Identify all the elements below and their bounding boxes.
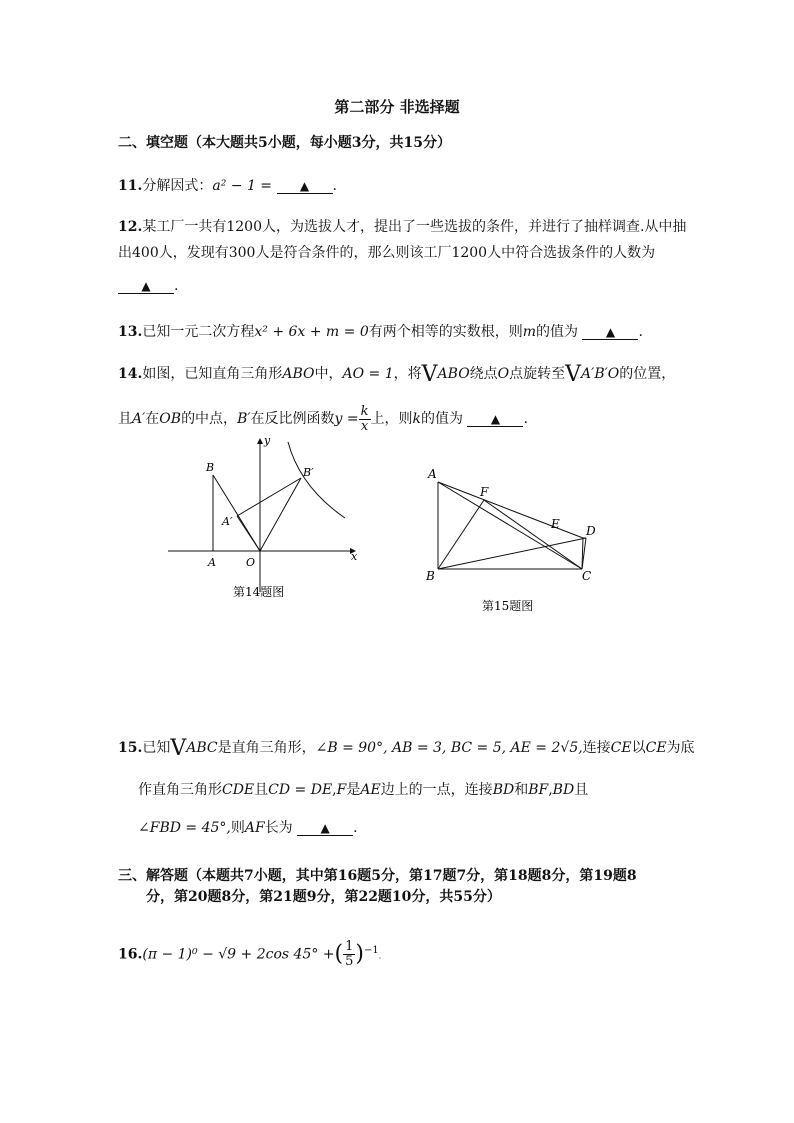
question-text: 的值为: [536, 324, 579, 340]
text: ,: [548, 782, 553, 798]
text: 且: [254, 782, 269, 798]
text: 的值为: [421, 411, 463, 427]
segment-a1o: [237, 516, 260, 551]
math: ABC: [186, 740, 218, 756]
text: 是直角三角形，: [217, 740, 316, 756]
segment-bd: [438, 538, 586, 569]
question-text: 已知一元二次方程: [142, 324, 255, 340]
label-b-prime: B′: [303, 466, 314, 479]
question-number: 14.: [118, 366, 143, 382]
text: 以: [631, 740, 646, 756]
question-12-blank-line: ▲ .: [118, 276, 178, 296]
page-title: 第二部分 非选择题: [334, 98, 460, 116]
fraction: [343, 940, 355, 969]
math: CE: [610, 740, 632, 756]
fraction-numerator: k: [360, 403, 369, 419]
text: 和: [514, 782, 529, 798]
question-12-line-1: [118, 217, 686, 237]
math-variable: m: [522, 324, 537, 340]
label-o: O: [246, 556, 256, 569]
question-text: 分解因式：: [142, 178, 213, 194]
y-axis-arrow-icon: [257, 438, 263, 444]
triangle-symbol-icon: V: [170, 736, 187, 761]
figure-15: [418, 462, 608, 620]
question-number: 12.: [118, 219, 143, 235]
label-b: B: [426, 569, 435, 583]
math: BD: [492, 782, 515, 798]
math-expression: x² + 6x + m = 0: [254, 324, 369, 340]
segment-b1o: [260, 478, 301, 551]
text: 在: [145, 411, 160, 427]
text: 是: [346, 782, 361, 798]
label-b: B: [206, 461, 215, 474]
segment-ac: [438, 482, 582, 569]
text: 的位置，: [619, 366, 676, 382]
math: AE: [360, 782, 381, 798]
question-number: 13.: [118, 324, 143, 340]
text: 且: [118, 411, 132, 427]
math: k: [412, 411, 421, 427]
math: y =: [334, 411, 359, 427]
text: 已知: [142, 740, 171, 756]
label-a: A: [208, 556, 216, 569]
segment-bf: [438, 500, 484, 569]
math: B′: [237, 411, 251, 427]
text: 如图，已知直角三角形: [142, 366, 283, 382]
math-expression: a² − 1 =: [212, 178, 273, 194]
text: ，将: [393, 366, 422, 382]
text: 作直角三角形: [138, 782, 222, 798]
section-header-fill-blank: 二、填空题（本大题共5小题，每小题3分，共15分）: [118, 135, 451, 151]
question-13: 13.已知一元二次方程x² + 6x + m = 0有两个相等的实数根，则m的值为 ▲ .: [118, 324, 643, 340]
label-f: F: [480, 485, 489, 499]
label-x: x: [351, 550, 358, 563]
answer-blank[interactable]: ▲: [582, 325, 638, 340]
question-number: 16.: [118, 946, 143, 963]
figure-14: [160, 432, 365, 607]
answer-blank[interactable]: ▲: [277, 179, 333, 194]
text: 为底: [666, 740, 695, 756]
section-header-answer-line-2: 分，第20题8分，第21题9分，第22题10分，共55分）: [146, 889, 501, 905]
text: 边上的一点，连接: [380, 782, 493, 798]
math: F: [336, 782, 347, 798]
triangle-symbol-icon: V: [421, 362, 438, 387]
math: ABO: [437, 366, 470, 382]
math: CD = DE: [268, 782, 333, 798]
math: CDE: [222, 782, 255, 798]
math: ∠B = 90°, AB = 3, BC = 5, AE = 2√5,: [315, 740, 583, 756]
segment-ae: [438, 482, 583, 538]
segment-fc: [484, 500, 582, 569]
question-16: 16.(π − 1)⁰ − √9 + 2cos 45° +( $\frac{1}{5}$ )$^{-1}$.: [118, 939, 382, 970]
math: AO = 1: [342, 366, 394, 382]
answer-blank[interactable]: ▲: [467, 412, 523, 427]
paren-close: ): [355, 941, 364, 967]
fraction-numerator: 1: [345, 939, 354, 955]
text: 且: [574, 782, 589, 798]
text: 则: [230, 820, 245, 836]
text: ,: [332, 782, 337, 798]
text: 的中点，: [181, 411, 238, 427]
triangle-symbol-icon: V: [565, 362, 582, 387]
question-text: 某工厂一共有1200人，为选拔人才，提出了一些选拔的条件，并进行了抽样调查.从中抽: [142, 219, 687, 235]
label-d: D: [586, 524, 596, 538]
math: A′B′O: [581, 366, 620, 382]
question-15-line-3: ∠FBD = 45°,则AF长为 ▲ .: [138, 820, 358, 836]
question-14-line-2: 且A′在OB的中点，B′在反比例函数y = $\frac{k}{x}$ 上，则k的值为 ▲ .: [118, 403, 528, 434]
math: CE: [645, 740, 667, 756]
hyperbola-curve: [288, 442, 345, 518]
math: ∠FBD = 45°,: [138, 820, 231, 836]
question-number: 15.: [118, 740, 143, 756]
figure-14-caption: 第14题图: [233, 585, 285, 599]
math: O: [497, 366, 510, 382]
question-11: 11.分解因式：a² − 1 = ▲ .: [118, 178, 337, 194]
paren-open: (: [334, 941, 344, 967]
label-c: C: [582, 569, 592, 583]
math: OB: [159, 411, 182, 427]
answer-blank[interactable]: ▲: [118, 279, 174, 294]
label-a: A: [428, 467, 437, 481]
text: 中，: [314, 366, 343, 382]
question-number: 11.: [118, 178, 143, 194]
text: 点旋转至: [509, 366, 566, 382]
question-14-line-1: [118, 362, 676, 387]
fraction-denominator: x: [360, 418, 369, 434]
text: 长为: [264, 820, 293, 836]
label-a-prime: A′: [222, 515, 233, 528]
question-12-line-2: 出400人，发现有300人是符合条件的，那么则该工厂1200人中符合选拔条件的人数为: [118, 245, 656, 261]
segment-a1b1: [237, 478, 301, 516]
math: BF: [528, 782, 549, 798]
question-15-line-1: [118, 736, 695, 761]
fraction-denominator: 5: [345, 954, 354, 970]
text: 在反比例函数: [250, 411, 335, 427]
math: A′: [132, 411, 146, 427]
text: 上，则: [370, 411, 413, 427]
label-y: y: [264, 434, 271, 447]
label-e: E: [551, 517, 560, 531]
math: ABO: [282, 366, 315, 382]
fraction: [359, 405, 371, 434]
question-15-line-2: [138, 780, 588, 800]
answer-blank[interactable]: ▲: [297, 821, 353, 836]
exponent: −1: [364, 945, 379, 956]
section-header-answer-line-1: 三、解答题（本题共7小题，其中第16题5分，第17题7分，第18题8分，第19题8: [118, 868, 637, 884]
math: BD: [552, 782, 575, 798]
text: 绕点: [469, 366, 498, 382]
math: AF: [244, 820, 265, 836]
math-expression: (π − 1)⁰ − √9 + 2cos 45° +: [142, 946, 335, 963]
text: 连接: [582, 740, 611, 756]
figure-15-caption: 第15题图: [482, 599, 534, 613]
question-text: 有两个相等的实数根，则: [368, 324, 523, 340]
